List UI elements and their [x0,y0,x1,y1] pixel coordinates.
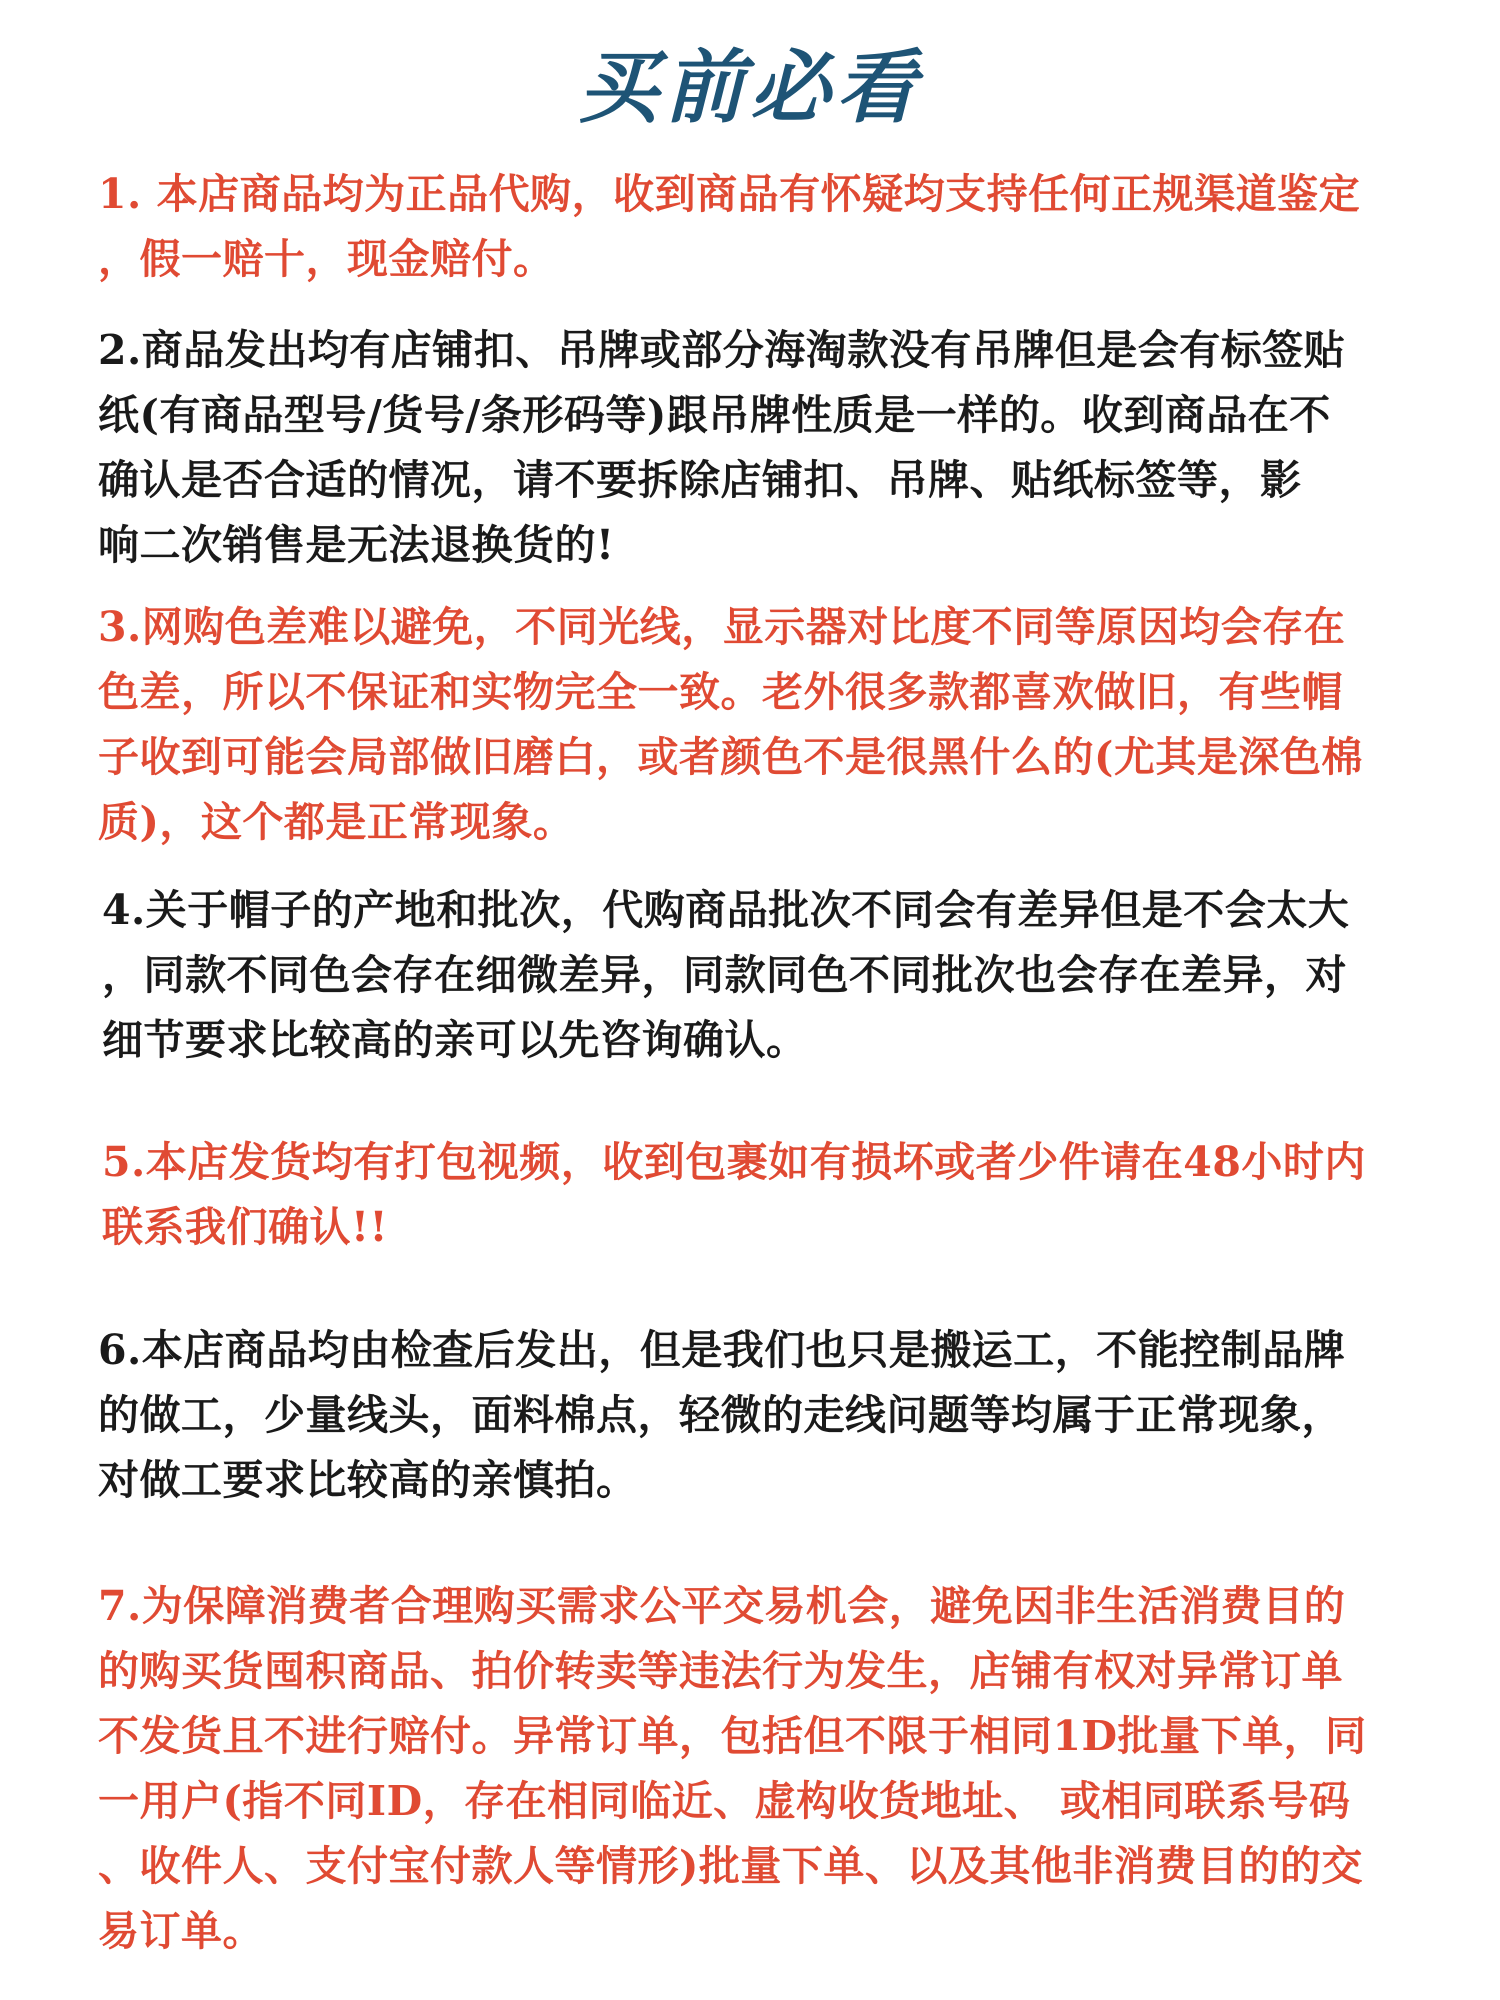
paragraph-line: 一用户(指不同ID，存在相同临近、虚构收货地址、 或相同联系号码 [98,1777,1351,1825]
notice-paragraph-5 [102,1130,1366,1260]
notice-paragraph-1 [98,162,1360,292]
paragraph-line: 质)，这个都是正常现象。 [98,798,575,846]
paragraph-line: 子收到可能会局部做旧磨白，或者颜色不是很黑什么的(尤其是深色棉 [98,733,1363,781]
paragraph-line: 易订单。 [98,1907,264,1955]
paragraph-line: 对做工要求比较高的亲慎拍。 [98,1456,638,1504]
paragraph-line: 联系我们确认!! [102,1203,388,1251]
notice-paragraph-6 [98,1318,1345,1513]
paragraph-line: 7.为保障消费者合理购买需求公平交易机会，避免因非生活消费目的 [98,1582,1346,1630]
paragraph-line: 的做工，少量线头，面料棉点，轻微的走线问题等均属于正常现象， [98,1391,1343,1439]
paragraph-line: 色差，所以不保证和实物完全一致。老外很多款都喜欢做旧，有些帽 [98,668,1343,716]
paragraph-line: 确认是否合适的情况，请不要拆除店铺扣、吊牌、贴纸标签等，影 [98,456,1302,504]
paragraph-line: 2.商品发出均有店铺扣、吊牌或部分海淘款没有吊牌但是会有标签贴 [98,326,1346,374]
paragraph-line: 不发货且不进行赔付。异常订单，包括但不限于相同1D批量下单，同 [98,1712,1367,1760]
paragraph-line: 3.网购色差难以避免，不同光线，显示器对比度不同等原因均会存在 [98,603,1346,651]
paragraph-line: ，假一赔十，现金赔付。 [98,235,555,283]
notice-paragraph-7 [98,1574,1367,1964]
notice-paragraph-3 [98,595,1363,855]
notice-paragraph-2 [98,318,1345,578]
page-title: 买前必看 [578,41,922,134]
paragraph-line: ，同款不同色会存在细微差异，同款同色不同批次也会存在差异，对 [102,951,1347,999]
paragraph-line: 6.本店商品均由检查后发出，但是我们也只是搬运工，不能控制品牌 [98,1326,1346,1374]
paragraph-line: 4.关于帽子的产地和批次，代购商品批次不同会有差异但是不会太大 [102,886,1350,934]
paragraph-line: 响二次销售是无法退换货的! [98,521,615,569]
paragraph-line: 1. 本店商品均为正品代购，收到商品有怀疑均支持任何正规渠道鉴定 [98,170,1361,218]
paragraph-line: 、收件人、支付宝付款人等情形)批量下单、以及其他非消费目的的交 [98,1842,1363,1890]
notice-paragraph-4 [102,878,1349,1073]
paragraph-line: 的购买货囤积商品、拍价转卖等违法行为发生，店铺有权对异常订单 [98,1647,1343,1695]
paragraph-line: 5.本店发货均有打包视频，收到包裹如有损坏或者少件请在48小时内 [102,1138,1366,1186]
paragraph-line: 细节要求比较高的亲可以先咨询确认。 [102,1016,808,1064]
paragraph-line: 纸(有商品型号/货号/条形码等)跟吊牌性质是一样的。收到商品在不 [98,391,1331,439]
